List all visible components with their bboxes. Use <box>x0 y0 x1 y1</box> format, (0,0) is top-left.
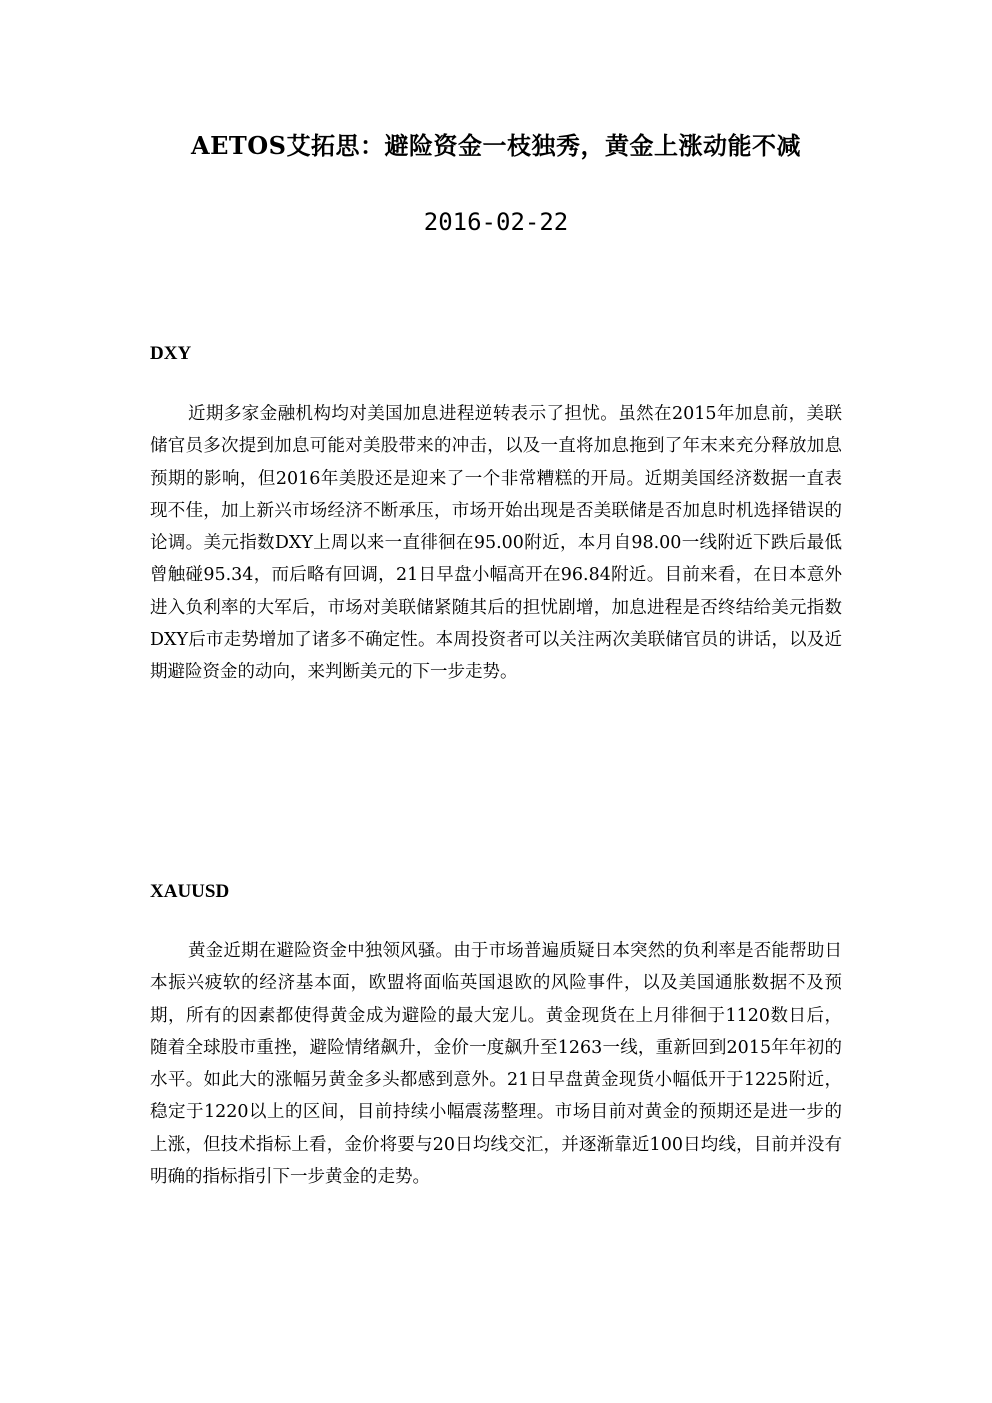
section-heading-dxy: DXY <box>150 343 192 364</box>
section-heading-xauusd: XAUUSD <box>150 881 230 902</box>
section-body-dxy: 近期多家金融机构均对美国加息进程逆转表示了担忧。虽然在2015年加息前，美联储官员多次提到加息可能对美股带来的冲击，以及一直将加息拖到了年末来充分释放加息预期的影响，但2016年美股还是迎来了一个非常糟糕的开局。近期美国经济数据一直表现不佳，加上新兴市场经济不断承压，市场开始出现是否美联储是否加息时机选择错误的论调。美元指数DXY上周以来一直徘徊在95.00附近，本月自98.00一线附近下跌后最低曾触碰95.34，而后略有回调，21日早盘小幅高开在96.84附近。目前来看，在日本意外进入负利率的大军后，市场对美联储紧随其后的担忧剧增，加息进程是否终结给美元指数DXY后市走势增加了诸多不确定性。本周投资者可以关注两次美联储官员的讲话，以及近期避险资金的动向，来判断美元的下一步走势。 <box>150 404 842 683</box>
document-date: 2016-02-22 <box>423 208 569 236</box>
document-title: AETOS艾拓思：避险资金一枝独秀，黄金上涨动能不减 <box>190 131 801 160</box>
section-body-xauusd: 黄金近期在避险资金中独领风骚。由于市场普遍质疑日本突然的负利率是否能帮助日本振兴疲软的经济基本面，欧盟将面临英国退欧的风险事件，以及美国通胀数据不及预期，所有的因素都使得黄金成为避险的最大宠儿。黄金现货在上月徘徊于1120数日后，随着全球股市重挫，避险情绪飙升，金价一度飙升至1263一线，重新回到2015年年初的水平。如此大的涨幅另黄金多头都感到意外。21日早盘黄金现货小幅低开于1225附近，稳定于1220以上的区间，目前持续小幅震荡整理。市场目前对黄金的预期还是进一步的上涨，但技术指标上看，金价将要与20日均线交汇，并逐渐靠近100日均线，目前并没有明确的指标指引下一步黄金的走势。 <box>150 941 842 1188</box>
